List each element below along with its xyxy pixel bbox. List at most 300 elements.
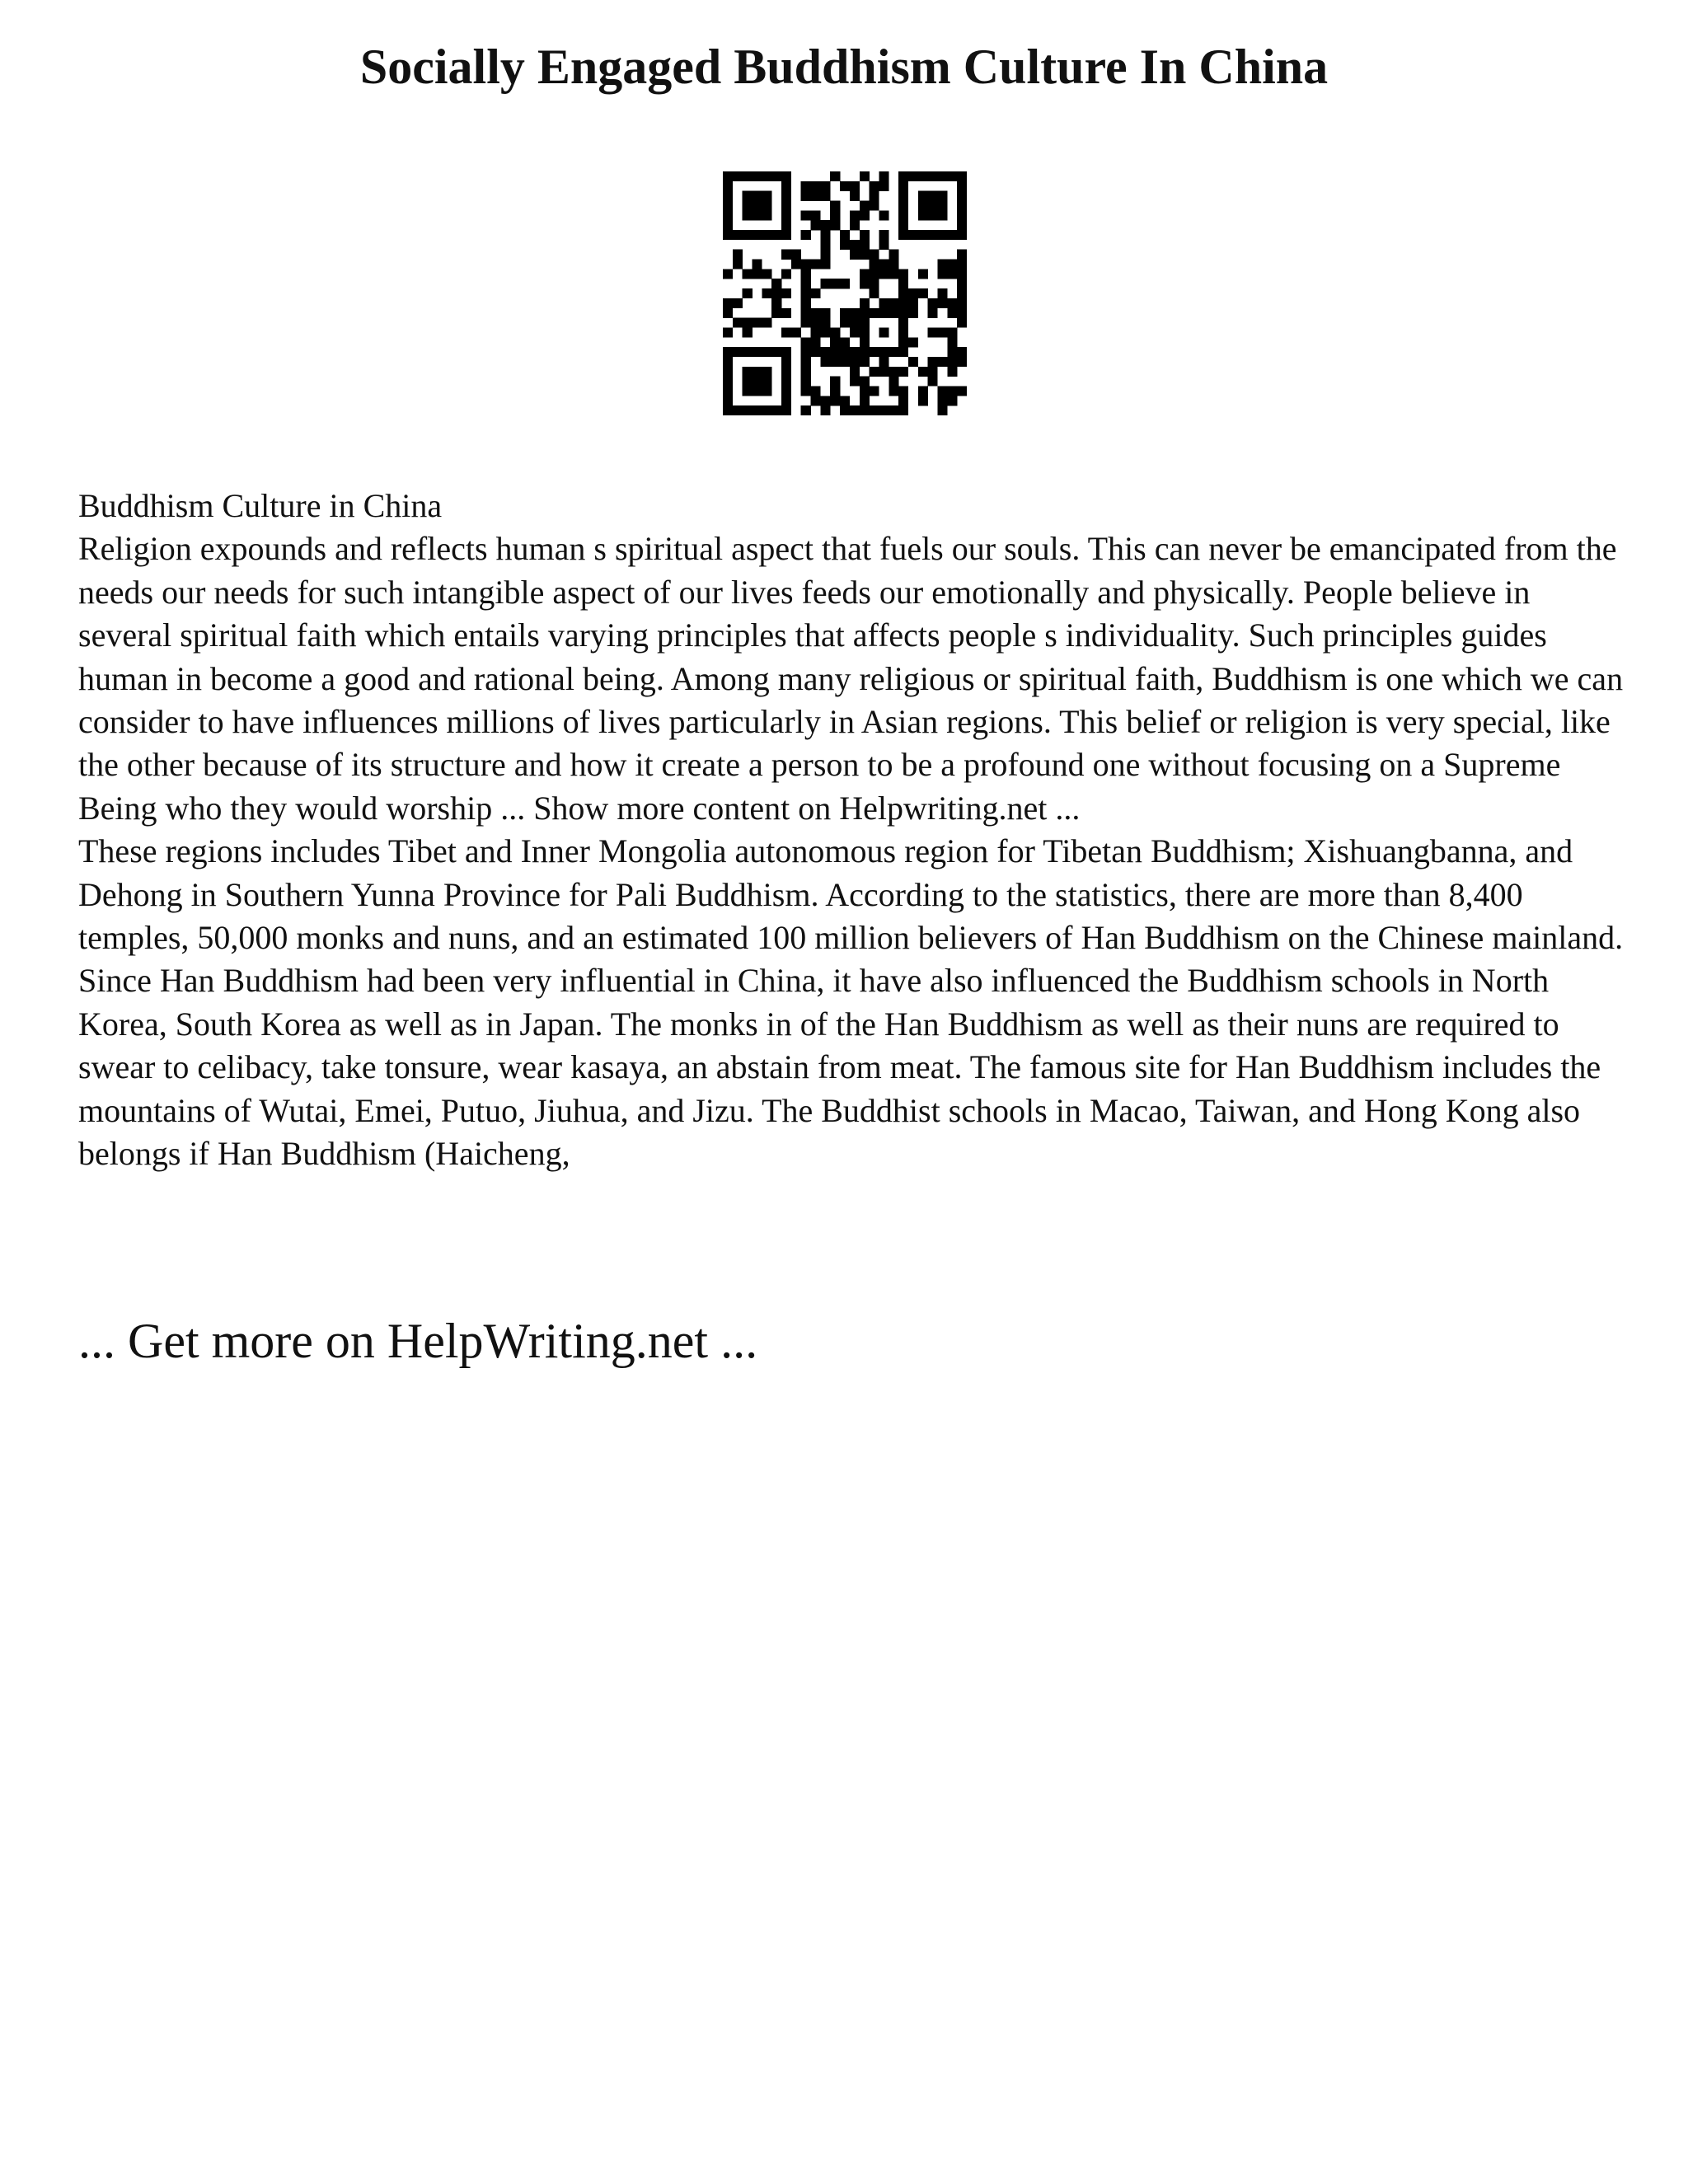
qr-module (898, 327, 908, 337)
qr-module (753, 230, 762, 240)
qr-module (860, 210, 870, 220)
qr-module (733, 230, 743, 240)
qr-module (947, 367, 957, 377)
qr-module (840, 279, 850, 288)
qr-module (889, 377, 898, 387)
qr-module (908, 230, 918, 240)
get-more-link[interactable]: ... Get more on HelpWriting.net ... (78, 1314, 758, 1368)
qr-module (918, 396, 928, 405)
qr-module (957, 386, 967, 396)
qr-module (860, 171, 870, 181)
qr-code-graphic (723, 171, 967, 415)
qr-module (840, 337, 850, 347)
qr-module (820, 220, 830, 230)
qr-module (762, 191, 771, 201)
qr-module (937, 405, 947, 415)
qr-module (743, 367, 753, 377)
qr-module (870, 288, 879, 298)
qr-module (723, 367, 733, 377)
qr-module (918, 367, 928, 377)
qr-module (898, 201, 908, 211)
qr-module (908, 337, 918, 347)
qr-module (771, 347, 781, 357)
qr-module (947, 260, 957, 269)
qr-module (830, 386, 840, 396)
qr-module (860, 337, 870, 347)
qr-module (937, 191, 947, 201)
qr-module (820, 260, 830, 269)
qr-module (801, 347, 811, 357)
qr-module (801, 181, 811, 191)
qr-module (937, 210, 947, 220)
qr-module (879, 269, 889, 279)
qr-module (957, 220, 967, 230)
qr-module (947, 269, 957, 279)
qr-module (957, 191, 967, 201)
qr-module (753, 260, 762, 269)
qr-module (840, 396, 850, 405)
qr-module (743, 327, 753, 337)
qr-module (937, 201, 947, 211)
qr-module (870, 201, 879, 211)
qr-module (957, 288, 967, 298)
qr-module (928, 327, 938, 337)
qr-module (830, 357, 840, 367)
qr-module (908, 357, 918, 367)
qr-module (928, 308, 938, 318)
qr-module (870, 181, 879, 191)
qr-module (879, 260, 889, 269)
qr-module (898, 386, 908, 396)
qr-module (918, 386, 928, 396)
qr-module (918, 269, 928, 279)
qr-module (753, 377, 762, 387)
qr-module (957, 171, 967, 181)
qr-module (733, 250, 743, 260)
document-title: Socially Engaged Buddhism Culture In China (359, 40, 1329, 94)
qr-module (733, 171, 743, 181)
qr-module (879, 367, 889, 377)
qr-module (947, 386, 957, 396)
qr-module (898, 347, 908, 357)
qr-module (879, 240, 889, 250)
qr-module (820, 405, 830, 415)
qr-module (820, 357, 830, 367)
qr-module (723, 171, 733, 181)
qr-module (811, 318, 821, 328)
qr-module (743, 201, 753, 211)
qr-module (870, 386, 879, 396)
qr-module (879, 171, 889, 181)
qr-module (830, 377, 840, 387)
qr-module (860, 279, 870, 288)
qr-module (937, 396, 947, 405)
qr-module (743, 171, 753, 181)
qr-module (908, 298, 918, 308)
qr-module (781, 386, 791, 396)
qr-module (947, 308, 957, 318)
qr-module (801, 386, 811, 396)
qr-module (918, 210, 928, 220)
qr-module (898, 298, 908, 308)
qr-module (753, 386, 762, 396)
qr-module (781, 230, 791, 240)
qr-module (908, 171, 918, 181)
qr-module (801, 279, 811, 288)
qr-module (928, 201, 938, 211)
qr-module (801, 269, 811, 279)
qr-module (762, 377, 771, 387)
qr-module (860, 230, 870, 240)
qr-module (957, 230, 967, 240)
qr-module (820, 396, 830, 405)
qr-module (781, 377, 791, 387)
qr-module (781, 201, 791, 211)
qr-module (947, 396, 957, 405)
qr-module (771, 308, 781, 318)
qr-module (860, 240, 870, 250)
qr-module (957, 181, 967, 191)
qr-module (947, 230, 957, 240)
qr-module (937, 171, 947, 181)
qr-module (889, 347, 898, 357)
qr-module (723, 230, 733, 240)
qr-module (947, 337, 957, 347)
qr-module (753, 405, 762, 415)
qr-module (771, 288, 781, 298)
qr-module (781, 210, 791, 220)
qr-module (801, 318, 811, 328)
qr-module (811, 191, 821, 201)
qr-module (947, 298, 957, 308)
qr-module (957, 210, 967, 220)
qr-module (830, 327, 840, 337)
qr-module (723, 191, 733, 201)
qr-module (937, 327, 947, 337)
qr-module (870, 191, 879, 201)
qr-module (762, 230, 771, 240)
qr-module (753, 201, 762, 211)
article-paragraph-1: Religion expounds and reflects human s spiritual aspect that fuels our souls. This can never be emancipated from the needs our needs for such intangible aspect of our lives feeds our emotionally and physically. People believe in several spiritual faith which entails varying principles that affects people s individuality. Such principles guides human in become a good and rational being. Among many religious or spiritual faith, Buddhism is one which we can consider to have influences millions of lives particularly in Asian regions. This belief or religion is very special, like the other because of its structure and how it create a person to be a profound one without focusing on a Supreme Being who they would worship ... Show more content on Helpwriting.net ... (78, 530, 1624, 827)
qr-module (743, 191, 753, 201)
qr-module (860, 405, 870, 415)
qr-module (879, 308, 889, 318)
qr-module (811, 288, 821, 298)
qr-module (781, 269, 791, 279)
qr-module (743, 386, 753, 396)
qr-module (762, 347, 771, 357)
qr-module (840, 318, 850, 328)
qr-module (723, 357, 733, 367)
qr-module (743, 405, 753, 415)
qr-module (957, 260, 967, 269)
qr-module (820, 308, 830, 318)
qr-module (781, 327, 791, 337)
qr-module (928, 210, 938, 220)
qr-module (762, 367, 771, 377)
qr-module (762, 318, 771, 328)
qr-module (850, 405, 860, 415)
qr-module (898, 405, 908, 415)
qr-module (850, 308, 860, 318)
qr-module (879, 298, 889, 308)
qr-module (801, 260, 811, 269)
qr-module (937, 230, 947, 240)
qr-module (918, 288, 928, 298)
qr-module (908, 288, 918, 298)
qr-module (898, 210, 908, 220)
qr-module (879, 210, 889, 220)
qr-module (820, 230, 830, 240)
qr-module (957, 201, 967, 211)
qr-module (918, 171, 928, 181)
qr-module (928, 377, 938, 387)
qr-module (889, 308, 898, 318)
qr-module (753, 171, 762, 181)
qr-module (850, 357, 860, 367)
qr-module (870, 405, 879, 415)
qr-module (860, 347, 870, 357)
qr-module (762, 210, 771, 220)
qr-module (781, 171, 791, 181)
qr-module (889, 269, 898, 279)
qr-module (870, 260, 879, 269)
qr-module (753, 269, 762, 279)
qr-module (840, 308, 850, 318)
qr-module (753, 367, 762, 377)
qr-module (723, 201, 733, 211)
qr-module (870, 347, 879, 357)
qr-module (937, 386, 947, 396)
qr-module (840, 347, 850, 357)
qr-module (811, 220, 821, 230)
qr-module (781, 396, 791, 405)
qr-module (879, 181, 889, 191)
qr-module (889, 298, 898, 308)
qr-module (781, 357, 791, 367)
qr-module (840, 405, 850, 415)
qr-module (889, 367, 898, 377)
qr-module (801, 230, 811, 240)
qr-module (840, 357, 850, 367)
qr-module (753, 210, 762, 220)
qr-module (753, 191, 762, 201)
qr-module (879, 230, 889, 240)
qr-module (811, 210, 821, 220)
qr-module (830, 347, 840, 357)
qr-module (791, 250, 801, 260)
qr-module (820, 347, 830, 357)
qr-module (781, 181, 791, 191)
qr-module (957, 279, 967, 288)
qr-module (820, 318, 830, 328)
qr-module (801, 191, 811, 201)
qr-module (860, 201, 870, 211)
qr-module (781, 347, 791, 357)
qr-module (743, 230, 753, 240)
qr-module (762, 171, 771, 181)
qr-module (879, 357, 889, 367)
qr-module (811, 308, 821, 318)
qr-module (743, 269, 753, 279)
qr-module (898, 191, 908, 201)
qr-module (898, 279, 908, 288)
qr-module (850, 347, 860, 357)
qr-module (928, 357, 938, 367)
qr-module (879, 405, 889, 415)
qr-module (898, 396, 908, 405)
qr-module (918, 230, 928, 240)
qr-module (937, 260, 947, 269)
qr-module (830, 279, 840, 288)
qr-module (830, 220, 840, 230)
qr-module (723, 377, 733, 387)
qr-module (898, 220, 908, 230)
qr-module (771, 171, 781, 181)
qr-module (753, 318, 762, 328)
qr-module (733, 347, 743, 357)
qr-module (762, 201, 771, 211)
qr-module (879, 347, 889, 357)
qr-module (801, 367, 811, 377)
qr-module (850, 181, 860, 191)
qr-module (781, 220, 791, 230)
qr-module (860, 396, 870, 405)
qr-module (947, 171, 957, 181)
qr-module (898, 308, 908, 318)
qr-module (850, 220, 860, 230)
qr-module (879, 327, 889, 337)
qr-module (870, 250, 879, 260)
qr-module (743, 347, 753, 357)
qr-module (820, 191, 830, 201)
qr-module (928, 298, 938, 308)
qr-module (723, 220, 733, 230)
qr-module (937, 357, 947, 367)
qr-module (811, 396, 821, 405)
qr-module (830, 210, 840, 220)
qr-module (937, 288, 947, 298)
qr-module (860, 298, 870, 308)
qr-module (957, 357, 967, 367)
qr-module (771, 405, 781, 415)
qr-module (830, 396, 840, 405)
qr-module (801, 405, 811, 415)
qr-module (928, 191, 938, 201)
qr-module (811, 327, 821, 337)
qr-module (811, 347, 821, 357)
qr-module (733, 260, 743, 269)
article-subtitle: Buddhism Culture in China (78, 487, 443, 524)
qr-module (781, 405, 791, 415)
qr-module (870, 279, 879, 288)
qr-module (801, 298, 811, 308)
qr-module (791, 260, 801, 269)
qr-module (860, 377, 870, 387)
qr-module (781, 288, 791, 298)
qr-module (898, 171, 908, 181)
qr-module (850, 250, 860, 260)
qr-module (781, 250, 791, 260)
qr-module (937, 298, 947, 308)
qr-module (723, 386, 733, 396)
qr-module (723, 181, 733, 191)
qr-module (889, 386, 898, 396)
qr-module (840, 240, 850, 250)
article-body (78, 485, 1628, 1176)
qr-module (957, 347, 967, 357)
qr-module (723, 327, 733, 337)
qr-module (860, 357, 870, 367)
qr-module (860, 250, 870, 260)
qr-module (889, 405, 898, 415)
qr-module (908, 308, 918, 318)
qr-code-icon[interactable] (723, 171, 967, 415)
qr-module (723, 347, 733, 357)
qr-module (801, 337, 811, 347)
qr-module (723, 308, 733, 318)
qr-module (860, 269, 870, 279)
qr-module (830, 337, 840, 347)
qr-module (928, 171, 938, 181)
qr-module (860, 386, 870, 396)
qr-module (898, 269, 908, 279)
qr-module (918, 191, 928, 201)
qr-module (820, 250, 830, 260)
qr-module (840, 181, 850, 191)
qr-module (870, 308, 879, 318)
qr-module (733, 318, 743, 328)
qr-module (811, 181, 821, 191)
qr-module (898, 230, 908, 240)
qr-module (898, 367, 908, 377)
qr-module (860, 327, 870, 337)
qr-module (743, 288, 753, 298)
qr-module (820, 240, 830, 250)
qr-module (898, 181, 908, 191)
qr-module (801, 288, 811, 298)
qr-module (870, 367, 879, 377)
qr-module (811, 386, 821, 396)
qr-module (918, 201, 928, 211)
qr-module (898, 288, 908, 298)
qr-module (811, 260, 821, 269)
qr-module (947, 327, 957, 337)
qr-module (723, 298, 733, 308)
qr-module (811, 337, 821, 347)
qr-module (801, 210, 811, 220)
qr-module (771, 230, 781, 240)
qr-module (820, 279, 830, 288)
qr-module (830, 201, 840, 211)
qr-module (937, 269, 947, 279)
qr-module (928, 230, 938, 240)
article-paragraph-2: These regions includes Tibet and Inner Mongolia autonomous region for Tibetan Buddhism; Xishuangbanna, and Dehong in Southern Yunna Province for Pali Buddhism. According to the statistics, there are more than 8,400 temples, 50,000 monks and nuns, and an estimated 100 million believers of Han Buddhism on the Chinese mainland. Since Han Buddhism had been very influential in China, it have also influenced the Buddhism schools in North Korea, South Korea as well as in Japan. The monks in of the Han Buddhism as well as their nuns are required to swear to celibacy, take tonsure, wear kasaya, an abstain from meat. The famous site for Han Buddhism includes the mountains of Wutai, Emei, Putuo, Jiuhua, and Jizu. The Buddhist schools in Macao, Taiwan, and Hong Kong also belongs if Han Buddhism (Haicheng, (78, 832, 1624, 1173)
qr-module (771, 298, 781, 308)
qr-module (889, 260, 898, 269)
qr-module (850, 327, 860, 337)
qr-module (723, 269, 733, 279)
qr-module (743, 318, 753, 328)
qr-module (928, 367, 938, 377)
qr-module (762, 405, 771, 415)
qr-module (850, 210, 860, 220)
qr-module (771, 279, 781, 288)
qr-module (801, 377, 811, 387)
qr-module (850, 377, 860, 387)
qr-module (850, 318, 860, 328)
qr-module (889, 250, 898, 260)
